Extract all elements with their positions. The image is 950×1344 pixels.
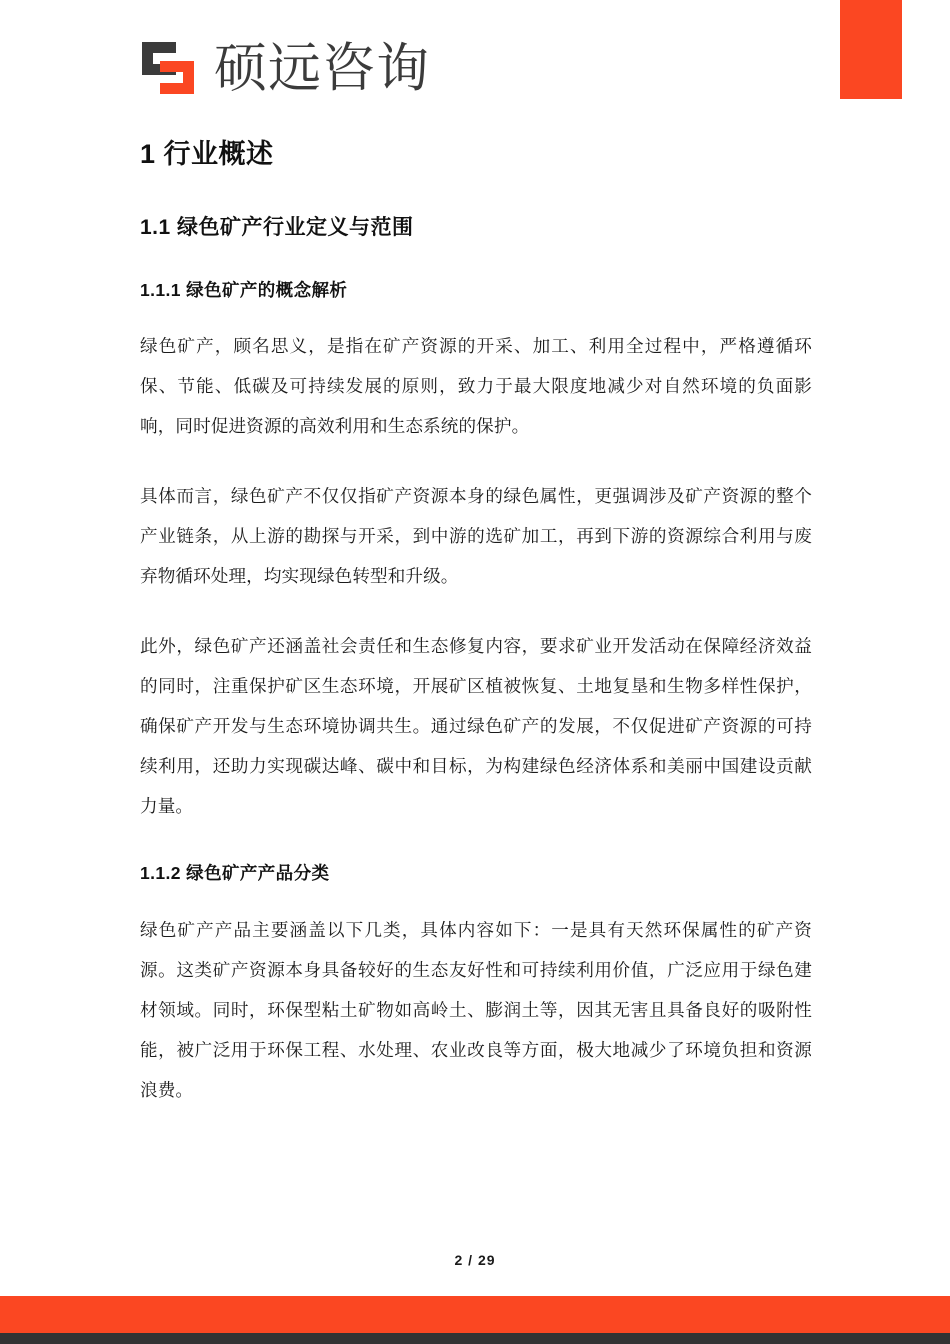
brand-name: 硕远咨询 — [214, 38, 430, 98]
page-number: 2 / 29 — [454, 1252, 496, 1268]
top-right-accent-block — [840, 0, 902, 99]
brand-logo — [140, 40, 430, 96]
heading-subsection-1-1-2: 1.1.2 绿色矿产产品分类 — [140, 863, 330, 884]
heading-chapter-1: 1 行业概述 — [140, 139, 274, 169]
paragraph-product-categories: 绿色矿产产品主要涵盖以下几类，具体内容如下：一是具有天然环保属性的矿产资源。这类矿产资源本身具备较好的生态友好性和可持续利用价值，广泛应用于绿色建材领域。同时，环保型粘土矿物如高岭土、膨润土等，因其无害且具备良好的吸附性能，被广泛用于环保工程、水处理、农业改良等方面，极大地减少了环境负担和资源浪费。 — [140, 920, 812, 1101]
shuoyuan-s-mark-icon — [140, 40, 196, 96]
heading-section-1-1: 1.1 绿色矿产行业定义与范围 — [140, 216, 414, 240]
paragraph-social-responsibility: 此外，绿色矿产还涵盖社会责任和生态修复内容，要求矿业开发活动在保障经济效益的同时，注重保护矿区生态环境，开展矿区植被恢复、土地复垦和生物多样性保护，确保矿产开发与生态环境协调共生。通过绿色矿产的发展，不仅促进矿产资源的可持续利用，还助力实现碳达峰、碳中和目标，为构建绿色经济体系和美丽中国建设贡献力量。 — [140, 636, 812, 817]
heading-subsection-1-1-1: 1.1.1 绿色矿产的概念解析 — [140, 279, 348, 300]
footer-accent-bar — [0, 1296, 950, 1333]
document-content — [140, 128, 812, 1110]
footer-dark-bar — [0, 1333, 950, 1344]
paragraph-concept-definition: 绿色矿产，顾名思义，是指在矿产资源的开采、加工、利用全过程中，严格遵循环保、节能、低碳及可持续发展的原则，致力于最大限度地减少对自然环境的负面影响，同时促进资源的高效利用和生态系统的保护。 — [140, 336, 812, 437]
paragraph-value-chain: 具体而言，绿色矿产不仅仅指矿产资源本身的绿色属性，更强调涉及矿产资源的整个产业链条，从上游的勘探与开采，到中游的选矿加工，再到下游的资源综合利用与废弃物循环处理，均实现绿色转型和升级。 — [140, 486, 812, 587]
